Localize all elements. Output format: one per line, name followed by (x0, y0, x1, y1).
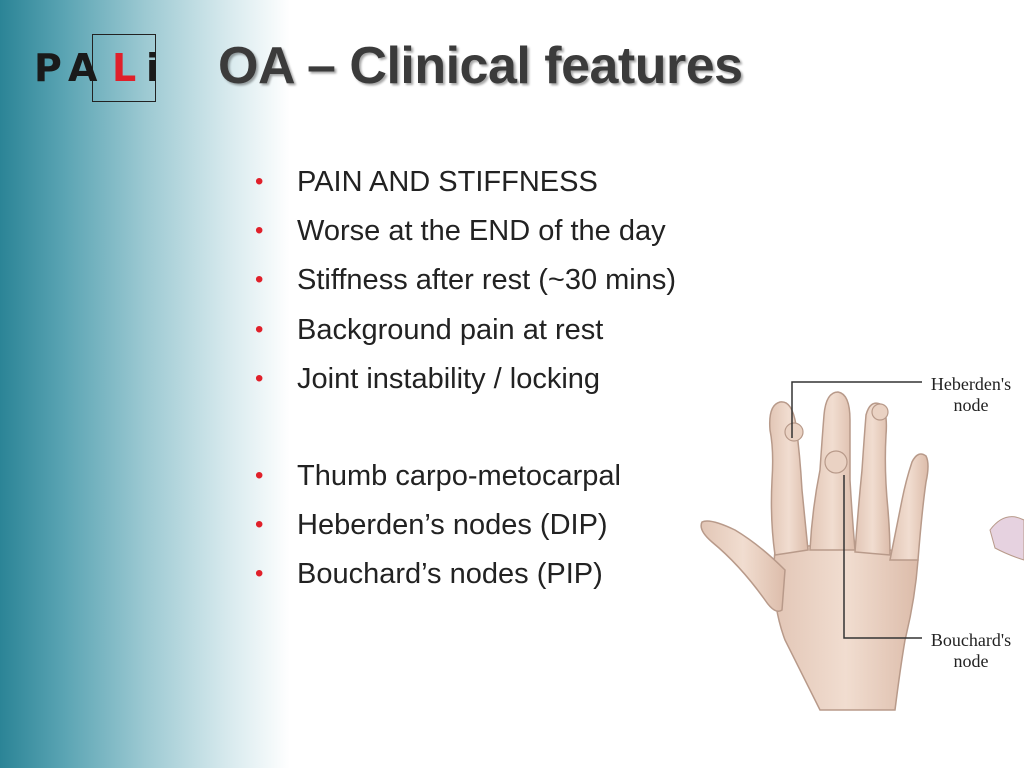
logo-letter-l: L (112, 46, 137, 90)
bullet-text: Stiffness after rest (~30 mins) (297, 264, 677, 297)
ring-node-bump (872, 404, 888, 420)
side-gradient-band (0, 0, 290, 768)
bullet-item (255, 503, 676, 552)
bouchard-node-label (916, 630, 1024, 672)
palm-shape (774, 545, 918, 710)
logo-letter-p: P (34, 46, 62, 90)
bouchard-label-line-2: node (953, 651, 989, 671)
bullet-item (255, 357, 676, 406)
bullet-item (255, 552, 676, 601)
bouchard-node-bump (825, 451, 847, 473)
bullet-marker: • (255, 315, 264, 343)
pali-logo (30, 32, 170, 108)
heberden-node-bump (785, 423, 803, 441)
partial-figure-fragment (990, 517, 1024, 560)
heberden-label-line-2: node (953, 395, 989, 415)
bullet-list (255, 160, 676, 602)
bullet-item (255, 160, 676, 209)
ring-finger-shape (855, 403, 890, 555)
bullet-marker: • (255, 168, 264, 195)
bullet-text: Heberden’s nodes (DIP) (297, 509, 608, 542)
bullet-item (255, 454, 676, 503)
heberden-label-line-1: Heberden's (930, 374, 1012, 394)
bullet-marker: • (255, 266, 264, 294)
bullet-marker: • (255, 461, 264, 489)
bullet-marker: • (255, 511, 264, 539)
bullet-text: Bouchard’s nodes (PIP) (297, 558, 603, 591)
slide-title: OA – Clinical features (218, 37, 743, 95)
little-finger-shape (890, 454, 928, 560)
bullet-text: Thumb carpo-metocarpal (297, 459, 621, 492)
bullet-text: Worse at the END of the day (297, 215, 666, 248)
bouchard-label-line-1: Bouchard's (930, 630, 1012, 650)
bullet-marker: • (255, 364, 264, 392)
bullet-marker: • (255, 217, 264, 245)
bullet-item (255, 308, 676, 357)
bullet-text: Background pain at rest (297, 313, 604, 346)
bullet-text: PAIN AND STIFFNESS (297, 166, 598, 198)
logo-letter-i: i (146, 46, 160, 90)
heberden-leader-line (792, 382, 922, 438)
bullet-text: Joint instability / locking (297, 362, 601, 395)
logo-letter-a: A (68, 46, 98, 90)
bullet-marker: • (255, 560, 264, 588)
bullet-item (255, 258, 676, 307)
bullet-item (255, 209, 676, 258)
heberden-node-label (916, 374, 1024, 416)
